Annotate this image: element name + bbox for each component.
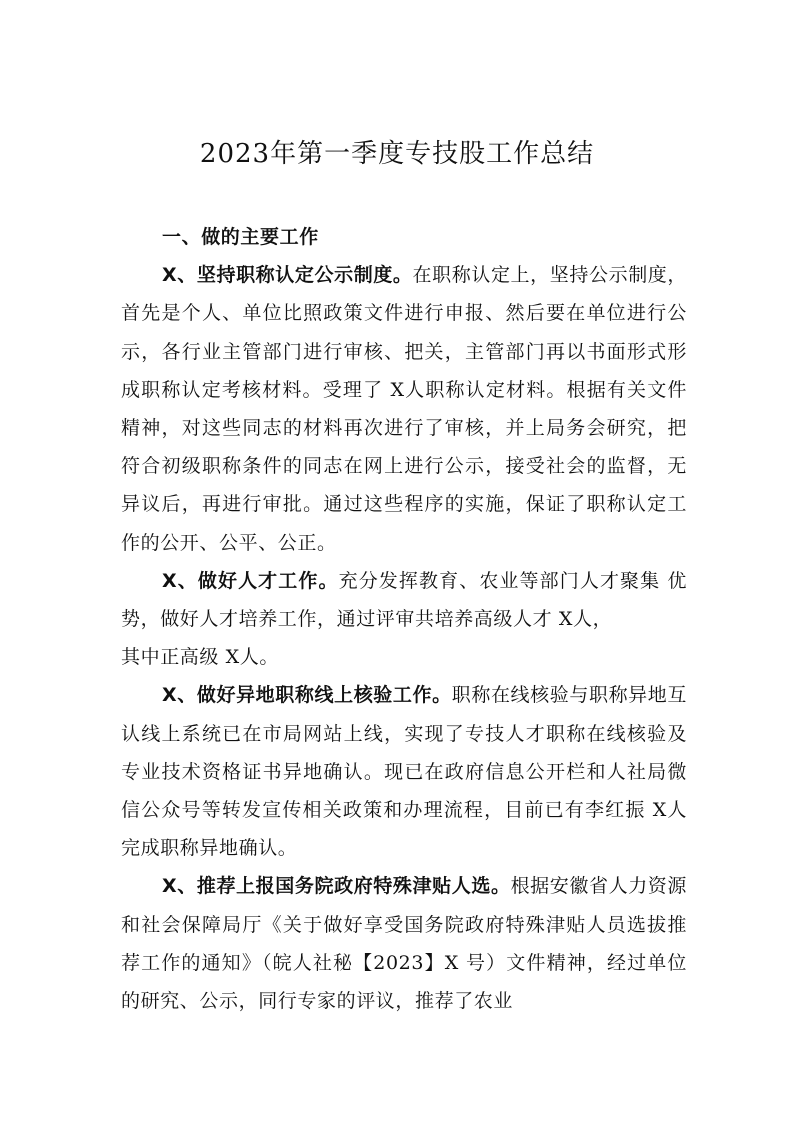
paragraph-item-2 xyxy=(121,562,687,638)
document-body xyxy=(121,218,687,1020)
paragraph-lead: X、坚持职称认定公示制度。 xyxy=(162,264,413,287)
paragraph-text: 在职称认定上，坚持公示制度，首先是个人、单位比照政策文件进行申报、然后要在单位进行公示，各行业主管部门进行审核、把关，主管部门再以书面形式形成职称认定考核材料。受理了 X人职称认定材料。根据有关文件精神，对这些同志的材料再次进行了审核，并上局务会研究，把符合初级职称条件的同志在网上进行公示，接受社会的监督，无异议后，再进行审批。通过这些程序的实施，保证了职称认定工作的公开、公平、公正。 xyxy=(121,264,688,554)
paragraph-lead: X、推荐上报国务院政府特殊津贴人选。 xyxy=(162,875,511,898)
paragraph-lead: X、做好人才工作。 xyxy=(162,569,339,592)
paragraph-item-3 xyxy=(121,676,687,867)
paragraph-text: 根据安徽省人力资源和社会保障局厅《关于做好享受国务院政府特殊津贴人员选拔推荐工作的通知》（皖人社秘【2023】X 号）文件精神，经过单位的研究、公示，同行专家的评议，推荐了农业 xyxy=(121,875,688,1013)
paragraph-text: 充分发挥教育、农业等部门人才聚集 优势，做好人才培养工作，通过评审共培养高级人才 X人， xyxy=(121,569,687,631)
paragraph-item-1 xyxy=(121,256,687,562)
section-heading: 一、做的主要工作 xyxy=(162,226,319,248)
paragraph-text: 职称在线核验与职称异地互认线上系统已在市局网站上线，实现了专技人才职称在线核验及专业技术资格证书异地确认。现已在政府信息公开栏和人社局微信公众号等转发宣传相关政策和办理流程，目前已有李红振 X人完成职称异地确认。 xyxy=(121,684,687,860)
paragraph-item-2-continuation: 其中正高级 X人。 xyxy=(121,646,279,669)
paragraph-lead: X、做好异地职称线上核验工作。 xyxy=(162,684,452,707)
document-title: 2023年第一季度专技股工作总结 xyxy=(199,139,595,169)
paragraph-item-4 xyxy=(121,867,687,1020)
